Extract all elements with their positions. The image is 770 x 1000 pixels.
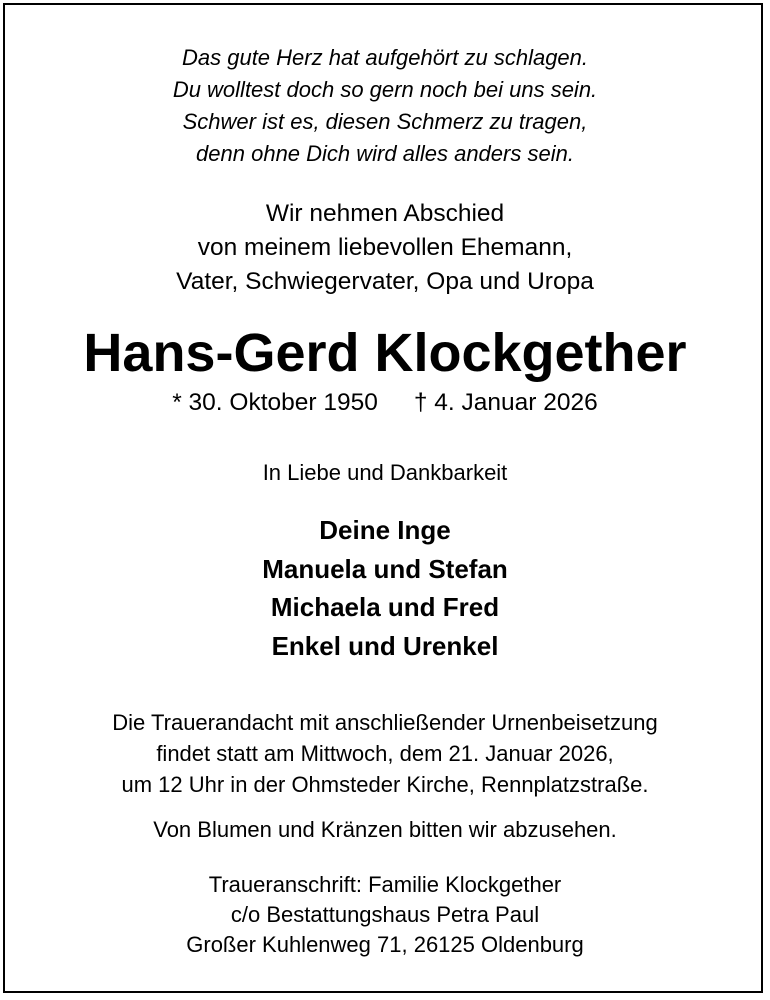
intro-line: Vater, Schwiegervater, Opa und Uropa [176,268,594,295]
birth-date: * 30. Oktober 1950 [172,389,378,416]
verse-line: Das gute Herz hat aufgehört zu schlagen. [181,45,589,70]
death-date: † 4. Januar 2026 [413,389,598,416]
mourner-name: Manuela und Stefan [262,553,508,584]
verse-line: Du wolltest doch so gern noch bei uns sein. [172,77,598,102]
verse-line: Schwer ist es, diesen Schmerz zu tragen, [182,109,588,134]
thanks-line: In Liebe und Dankbarkeit [262,460,508,485]
service-line: Die Trauerandacht mit anschließender Urnenbeisetzung [112,710,658,735]
address-line: Großer Kuhlenweg 71, 26125 Oldenburg [186,932,584,957]
verse-block [0,42,770,170]
condolence-address [0,870,770,960]
service-info [0,707,770,800]
intro-line: von meinem liebevollen Ehemann, [197,234,573,261]
life-dates [0,387,770,419]
mourners-list [0,511,770,665]
service-line: findet statt am Mittwoch, dem 21. Januar 2026, [156,741,614,766]
farewell-intro [0,197,770,299]
address-line: Traueranschrift: Familie Klockgether [208,872,562,897]
mourner-name: Enkel und Urenkel [271,630,499,661]
service-line: um 12 Uhr in der Ohmsteder Kirche, Rennplatzstraße. [121,772,649,797]
verse-line: denn ohne Dich wird alles anders sein. [196,141,574,166]
mourner-name: Michaela und Fred [270,592,500,622]
intro-line: Wir nehmen Abschied [265,200,505,227]
mourner-name: Deine Inge [319,515,451,545]
address-line: c/o Bestattungshaus Petra Paul [230,902,540,927]
flowers-request: Von Blumen und Kränzen bitten wir abzusehen. [153,817,617,842]
deceased-name: Hans-Gerd Klockgether [83,323,687,383]
